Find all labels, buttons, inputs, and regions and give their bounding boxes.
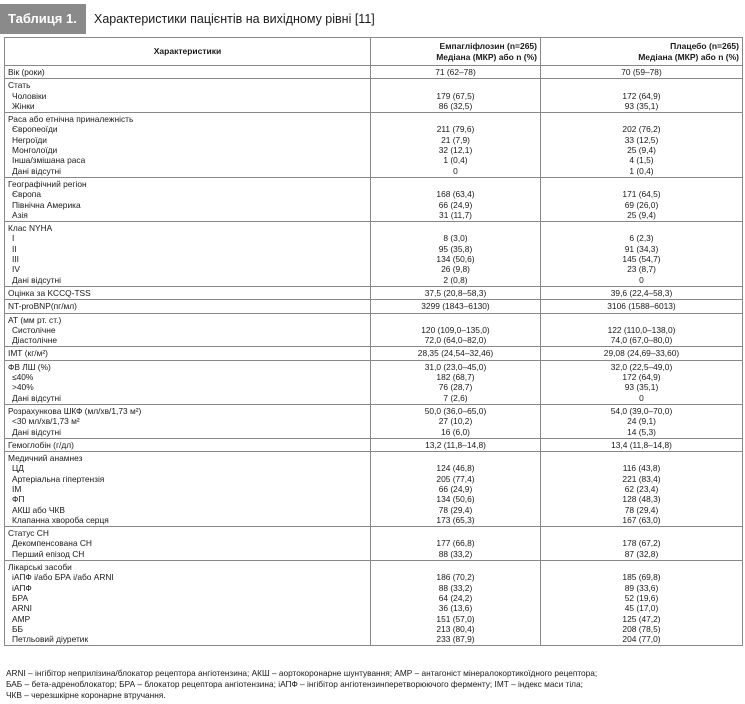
row-label: Розрахункова ШКФ (мл/хв/1,73 м²) [8, 405, 142, 416]
row-characteristic-cell [5, 347, 371, 360]
table-footnote [6, 668, 741, 701]
row-placebo-value: 62 (23,4) [624, 483, 659, 494]
row-placebo-value [544, 453, 739, 463]
row-sublabel: <30 мл/хв/1,73 м² [12, 416, 80, 427]
table-row [5, 222, 743, 287]
row-sublabel: іАПФ [12, 582, 32, 593]
row-placebo-value-cell [541, 300, 743, 313]
row-sublabel: Негроїди [12, 134, 47, 145]
row-empagliflozin-value: 182 (68,7) [436, 372, 475, 383]
row-placebo-value: 23 (8,7) [627, 264, 656, 275]
row-empagliflozin-value-cell [371, 527, 541, 561]
row-empagliflozin-value: 76 (28,7) [438, 382, 473, 393]
row-characteristic-cell [5, 113, 371, 178]
row-empagliflozin-value: 120 (109,0–135,0) [421, 324, 490, 335]
header-placebo-group: Плацебо (n=265) [670, 41, 739, 51]
row-sublabel: Петльовий діуретик [12, 634, 89, 645]
row-characteristic-cell [5, 286, 371, 299]
row-label: NT-proBNP(пг/мл) [8, 301, 77, 312]
footnote-line: ЧКВ – черезшкірне коронарне втручання. [6, 690, 166, 700]
table-title: Характеристики пацієнтів на вихідному рівні [11] [94, 12, 375, 26]
baseline-characteristics-table [4, 37, 743, 646]
row-empagliflozin-value: 0 [453, 165, 458, 176]
row-label: Стать [8, 80, 31, 91]
row-placebo-value: 25 (9,4) [627, 145, 656, 156]
row-empagliflozin-value-cell [371, 360, 541, 404]
table-row [5, 527, 743, 561]
row-placebo-value-cell [541, 177, 743, 221]
row-placebo-value: 116 (43,8) [622, 463, 661, 474]
row-placebo-value: 70 (59–78) [621, 67, 662, 77]
row-sublabel: Жінки [12, 100, 35, 111]
row-empagliflozin-value: 211 (79,6) [436, 124, 475, 135]
row-placebo-value: 172 (64,9) [622, 372, 661, 383]
row-empagliflozin-value: 16 (6,0) [441, 426, 470, 437]
row-empagliflozin-value-cell [371, 66, 541, 79]
row-label: Географічний регіон [8, 178, 87, 189]
row-characteristic-cell [5, 527, 371, 561]
row-empagliflozin-value: 36 (13,6) [438, 603, 473, 614]
header-characteristics: Характеристики [5, 38, 371, 66]
row-placebo-value: 74,0 (67,0–80,0) [610, 335, 673, 346]
row-placebo-value: 14 (5,3) [627, 426, 656, 437]
row-empagliflozin-value: 50,0 (36,0–65,0) [424, 405, 487, 416]
row-empagliflozin-value: 78 (29,4) [438, 504, 473, 515]
row-placebo-value: 122 (110,0–138,0) [607, 324, 676, 335]
row-placebo-value-cell [541, 222, 743, 287]
row-sublabel: ≤40% [12, 372, 34, 383]
row-empagliflozin-value-cell [371, 347, 541, 360]
row-placebo-value: 89 (33,6) [624, 582, 659, 593]
row-placebo-value: 91 (34,3) [624, 243, 659, 254]
row-empagliflozin-value: 151 (57,0) [436, 613, 475, 624]
row-label: ІМТ (кг/м²) [8, 348, 48, 359]
row-empagliflozin-value: 21 (7,9) [441, 134, 470, 145]
row-sublabel: АКШ або ЧКВ [12, 504, 65, 515]
row-empagliflozin-value: 2 (0,8) [443, 274, 468, 285]
row-empagliflozin-value [374, 179, 537, 189]
row-sublabel: БРА [12, 592, 29, 603]
row-label: Раса або етнічна приналежність [8, 114, 134, 125]
row-placebo-value-cell [541, 527, 743, 561]
row-empagliflozin-value: 233 (87,9) [436, 634, 475, 645]
row-sublabel: Діастолічне [12, 335, 57, 346]
row-characteristic-cell [5, 79, 371, 113]
row-placebo-value-cell [541, 438, 743, 451]
row-empagliflozin-value [374, 453, 537, 463]
table-row [5, 113, 743, 178]
row-empagliflozin-value: 168 (63,4) [436, 189, 475, 200]
row-placebo-value: 0 [639, 392, 644, 403]
row-label: Гемоглобін (г/дл) [8, 439, 74, 450]
table-row [5, 66, 743, 79]
row-label: Медичний анамнез [8, 453, 83, 464]
row-label: Вік (роки) [8, 67, 45, 77]
footnote-line: ARNI – інгібітор неприлізина/блокатор рецептора ангіотензина; АКШ – аортокоронарне шунтування; АМР – антагоніст мінералокортикоїдного рецептора; [6, 668, 598, 678]
table-row [5, 347, 743, 360]
row-sublabel: Артеріальна гіпертензія [12, 473, 105, 484]
row-characteristic-cell [5, 177, 371, 221]
table-title-bar [0, 0, 745, 38]
table-row [5, 404, 743, 438]
table-row [5, 79, 743, 113]
row-sublabel: Дані відсутні [12, 274, 62, 285]
row-sublabel: Інша/змішана раса [12, 155, 86, 166]
row-empagliflozin-value: 3299 (1843–6130) [421, 301, 490, 312]
row-empagliflozin-value: 1 (0,4) [443, 155, 468, 166]
footnote-line: БАБ – бета-адреноблокатор; БРА – блокатор рецептора ангіотензина; іАПФ – інгібітор ангіотензинперетворюючого ферменту; ІМТ – індекс маси тіла; [6, 679, 583, 689]
row-placebo-value [544, 562, 739, 572]
row-placebo-value: 87 (32,8) [624, 548, 659, 559]
table-row [5, 561, 743, 646]
row-sublabel: Європа [12, 189, 41, 200]
row-placebo-value: 93 (35,1) [624, 100, 659, 111]
row-label: Статус СН [8, 528, 49, 539]
row-empagliflozin-value: 134 (50,6) [436, 494, 475, 505]
table-header-row [5, 38, 743, 66]
row-empagliflozin-value-cell [371, 300, 541, 313]
row-placebo-value: 221 (83,4) [622, 473, 661, 484]
row-label: Клас NYHA [8, 223, 53, 234]
row-placebo-value: 25 (9,4) [627, 209, 656, 220]
header-placebo-measure: Медіана (МКР) або n (%) [638, 51, 739, 62]
row-empagliflozin-value: 7 (2,6) [443, 392, 468, 403]
row-placebo-value: 3106 (1588–6013) [607, 301, 676, 312]
row-sublabel: Дані відсутні [12, 392, 62, 403]
row-empagliflozin-value: 88 (33,2) [438, 582, 473, 593]
row-placebo-value: 39,6 (22,4–58,3) [610, 287, 673, 298]
row-placebo-value: 6 (2,3) [629, 233, 654, 244]
row-empagliflozin-value-cell [371, 79, 541, 113]
row-empagliflozin-value: 26 (9,8) [441, 264, 470, 275]
row-sublabel: ІМ [12, 483, 22, 494]
row-sublabel: Перший епізод СН [12, 548, 85, 559]
row-empagliflozin-value-cell [371, 561, 541, 646]
row-empagliflozin-value: 134 (50,6) [436, 254, 475, 265]
row-sublabel: >40% [12, 382, 34, 393]
row-sublabel: IV [12, 264, 20, 275]
row-sublabel: III [12, 254, 19, 265]
row-empagliflozin-value-cell [371, 177, 541, 221]
row-placebo-value-cell [541, 79, 743, 113]
row-placebo-value: 33 (12,5) [624, 134, 659, 145]
row-sublabel: ARNI [12, 603, 33, 614]
row-placebo-value: 52 (19,6) [624, 592, 659, 603]
row-empagliflozin-value: 124 (46,8) [436, 463, 475, 474]
row-placebo-value-cell [541, 66, 743, 79]
row-placebo-value: 125 (47,2) [622, 613, 661, 624]
row-empagliflozin-value-cell [371, 404, 541, 438]
row-empagliflozin-value: 31 (11,7) [439, 209, 472, 220]
row-empagliflozin-value: 66 (24,9) [438, 199, 473, 210]
row-empagliflozin-value: 205 (77,4) [436, 473, 475, 484]
row-characteristic-cell [5, 561, 371, 646]
row-empagliflozin-value-cell [371, 438, 541, 451]
row-characteristic-cell [5, 438, 371, 451]
row-empagliflozin-value-cell [371, 286, 541, 299]
row-empagliflozin-value: 179 (67,5) [436, 90, 475, 101]
row-placebo-value: 0 [639, 274, 644, 285]
header-empagliflozin-group: Емпагліфлозин (n=265) [439, 41, 537, 51]
row-placebo-value: 32,0 (22,5–49,0) [610, 361, 673, 372]
row-empagliflozin-value: 213 (80,4) [436, 623, 475, 634]
row-sublabel: II [12, 243, 17, 254]
row-empagliflozin-value: 95 (35,8) [438, 243, 473, 254]
row-sublabel: Європеоїди [12, 124, 58, 135]
table-row [5, 360, 743, 404]
row-sublabel: Систолічне [12, 324, 56, 335]
row-placebo-value: 128 (48,3) [622, 494, 661, 505]
row-empagliflozin-value [374, 562, 537, 572]
row-empagliflozin-value: 13,2 (11,8–14,8) [425, 439, 486, 450]
row-placebo-value-cell [541, 404, 743, 438]
row-label: ФВ ЛШ (%) [8, 361, 51, 372]
row-placebo-value-cell [541, 360, 743, 404]
row-placebo-value [544, 315, 739, 325]
row-placebo-value [544, 80, 739, 90]
row-characteristic-cell [5, 404, 371, 438]
row-empagliflozin-value: 72,0 (64,0–82,0) [424, 335, 487, 346]
row-empagliflozin-value: 31,0 (23,0–45,0) [424, 361, 487, 372]
row-empagliflozin-value [374, 315, 537, 325]
row-placebo-value [544, 179, 739, 189]
table-row [5, 300, 743, 313]
row-empagliflozin-value: 66 (24,9) [438, 483, 473, 494]
row-empagliflozin-value: 37,5 (20,8–58,3) [424, 287, 487, 298]
row-placebo-value: 185 (69,8) [622, 572, 661, 583]
row-sublabel: Північна Америка [12, 199, 81, 210]
row-placebo-value-cell [541, 452, 743, 527]
row-placebo-value-cell [541, 313, 743, 347]
row-placebo-value: 171 (64,5) [622, 189, 661, 200]
row-sublabel: ЦД [12, 463, 24, 474]
row-sublabel: Монголоїди [12, 145, 58, 156]
row-placebo-value: 178 (67,2) [622, 538, 661, 549]
row-sublabel: I [12, 233, 15, 244]
row-placebo-value: 202 (76,2) [622, 124, 661, 135]
row-sublabel: Дані відсутні [12, 165, 62, 176]
row-placebo-value: 4 (1,5) [629, 155, 654, 166]
row-empagliflozin-value: 64 (24,2) [438, 592, 473, 603]
row-characteristic-cell [5, 452, 371, 527]
row-sublabel: Дані відсутні [12, 426, 62, 437]
row-placebo-value: 1 (0,4) [629, 165, 654, 176]
row-placebo-value: 172 (64,9) [622, 90, 661, 101]
row-empagliflozin-value: 71 (62–78) [435, 67, 476, 77]
row-characteristic-cell [5, 222, 371, 287]
row-empagliflozin-value: 177 (66,8) [436, 538, 475, 549]
row-placebo-value: 204 (77,0) [622, 634, 661, 645]
row-characteristic-cell [5, 300, 371, 313]
row-sublabel: Азія [12, 209, 28, 220]
row-empagliflozin-value [374, 528, 537, 538]
row-empagliflozin-value: 8 (3,0) [443, 233, 468, 244]
table-row [5, 177, 743, 221]
row-placebo-value: 208 (78,5) [622, 623, 661, 634]
row-characteristic-cell [5, 313, 371, 347]
header-empagliflozin-measure: Медіана (МКР) або n (%) [436, 51, 537, 62]
row-empagliflozin-value: 88 (33,2) [438, 548, 473, 559]
row-placebo-value: 167 (63,0) [622, 514, 661, 525]
row-sublabel: ФП [12, 494, 25, 505]
table-row [5, 313, 743, 347]
row-placebo-value-cell [541, 113, 743, 178]
row-label: АТ (мм рт. ст.) [8, 314, 62, 325]
row-empagliflozin-value: 27 (10,2) [438, 416, 473, 427]
row-sublabel: АМР [12, 613, 31, 624]
row-characteristic-cell [5, 66, 371, 79]
row-sublabel: Декомпенсована СН [12, 538, 92, 549]
row-placebo-value: 69 (26,0) [624, 199, 659, 210]
row-placebo-value: 145 (54,7) [622, 254, 661, 265]
row-placebo-value [544, 114, 739, 124]
row-placebo-value-cell [541, 347, 743, 360]
row-placebo-value [544, 223, 739, 233]
row-label: Оцінка за KCCQ-TSS [8, 287, 91, 298]
row-empagliflozin-value: 28,35 (24,54–32,46) [417, 348, 494, 359]
row-placebo-value: 24 (9,1) [627, 416, 656, 427]
row-sublabel: ББ [12, 623, 23, 634]
row-placebo-value: 29,08 (24,69–33,60) [603, 348, 680, 359]
row-placebo-value: 78 (29,4) [624, 504, 659, 515]
row-empagliflozin-value: 186 (70,2) [436, 572, 475, 583]
row-empagliflozin-value: 32 (12,1) [438, 145, 473, 156]
row-empagliflozin-value [374, 114, 537, 124]
table-row [5, 286, 743, 299]
row-placebo-value [544, 528, 739, 538]
row-empagliflozin-value-cell [371, 222, 541, 287]
table-number-tag: Таблиця 1. [0, 4, 86, 34]
row-empagliflozin-value-cell [371, 452, 541, 527]
row-placebo-value: 93 (35,1) [624, 382, 659, 393]
row-sublabel: Клапанна хвороба серця [12, 514, 109, 525]
row-empagliflozin-value [374, 80, 537, 90]
row-placebo-value-cell [541, 286, 743, 299]
row-placebo-value-cell [541, 561, 743, 646]
row-empagliflozin-value [374, 223, 537, 233]
row-empagliflozin-value-cell [371, 113, 541, 178]
row-characteristic-cell [5, 360, 371, 404]
row-placebo-value: 13,4 (11,8–14,8) [611, 439, 672, 450]
row-label: Лікарські засоби [8, 562, 72, 573]
row-placebo-value: 54,0 (39,0–70,0) [610, 405, 673, 416]
table-row [5, 438, 743, 451]
header-empagliflozin [371, 38, 541, 66]
row-empagliflozin-value-cell [371, 313, 541, 347]
row-sublabel: іАПФ і/або БРА і/або ARNI [12, 572, 114, 583]
row-sublabel: Чоловіки [12, 90, 47, 101]
row-empagliflozin-value: 173 (65,3) [436, 514, 475, 525]
header-placebo [541, 38, 743, 66]
row-placebo-value: 45 (17,0) [624, 603, 659, 614]
row-empagliflozin-value: 86 (32,5) [438, 100, 473, 111]
table-row [5, 452, 743, 527]
